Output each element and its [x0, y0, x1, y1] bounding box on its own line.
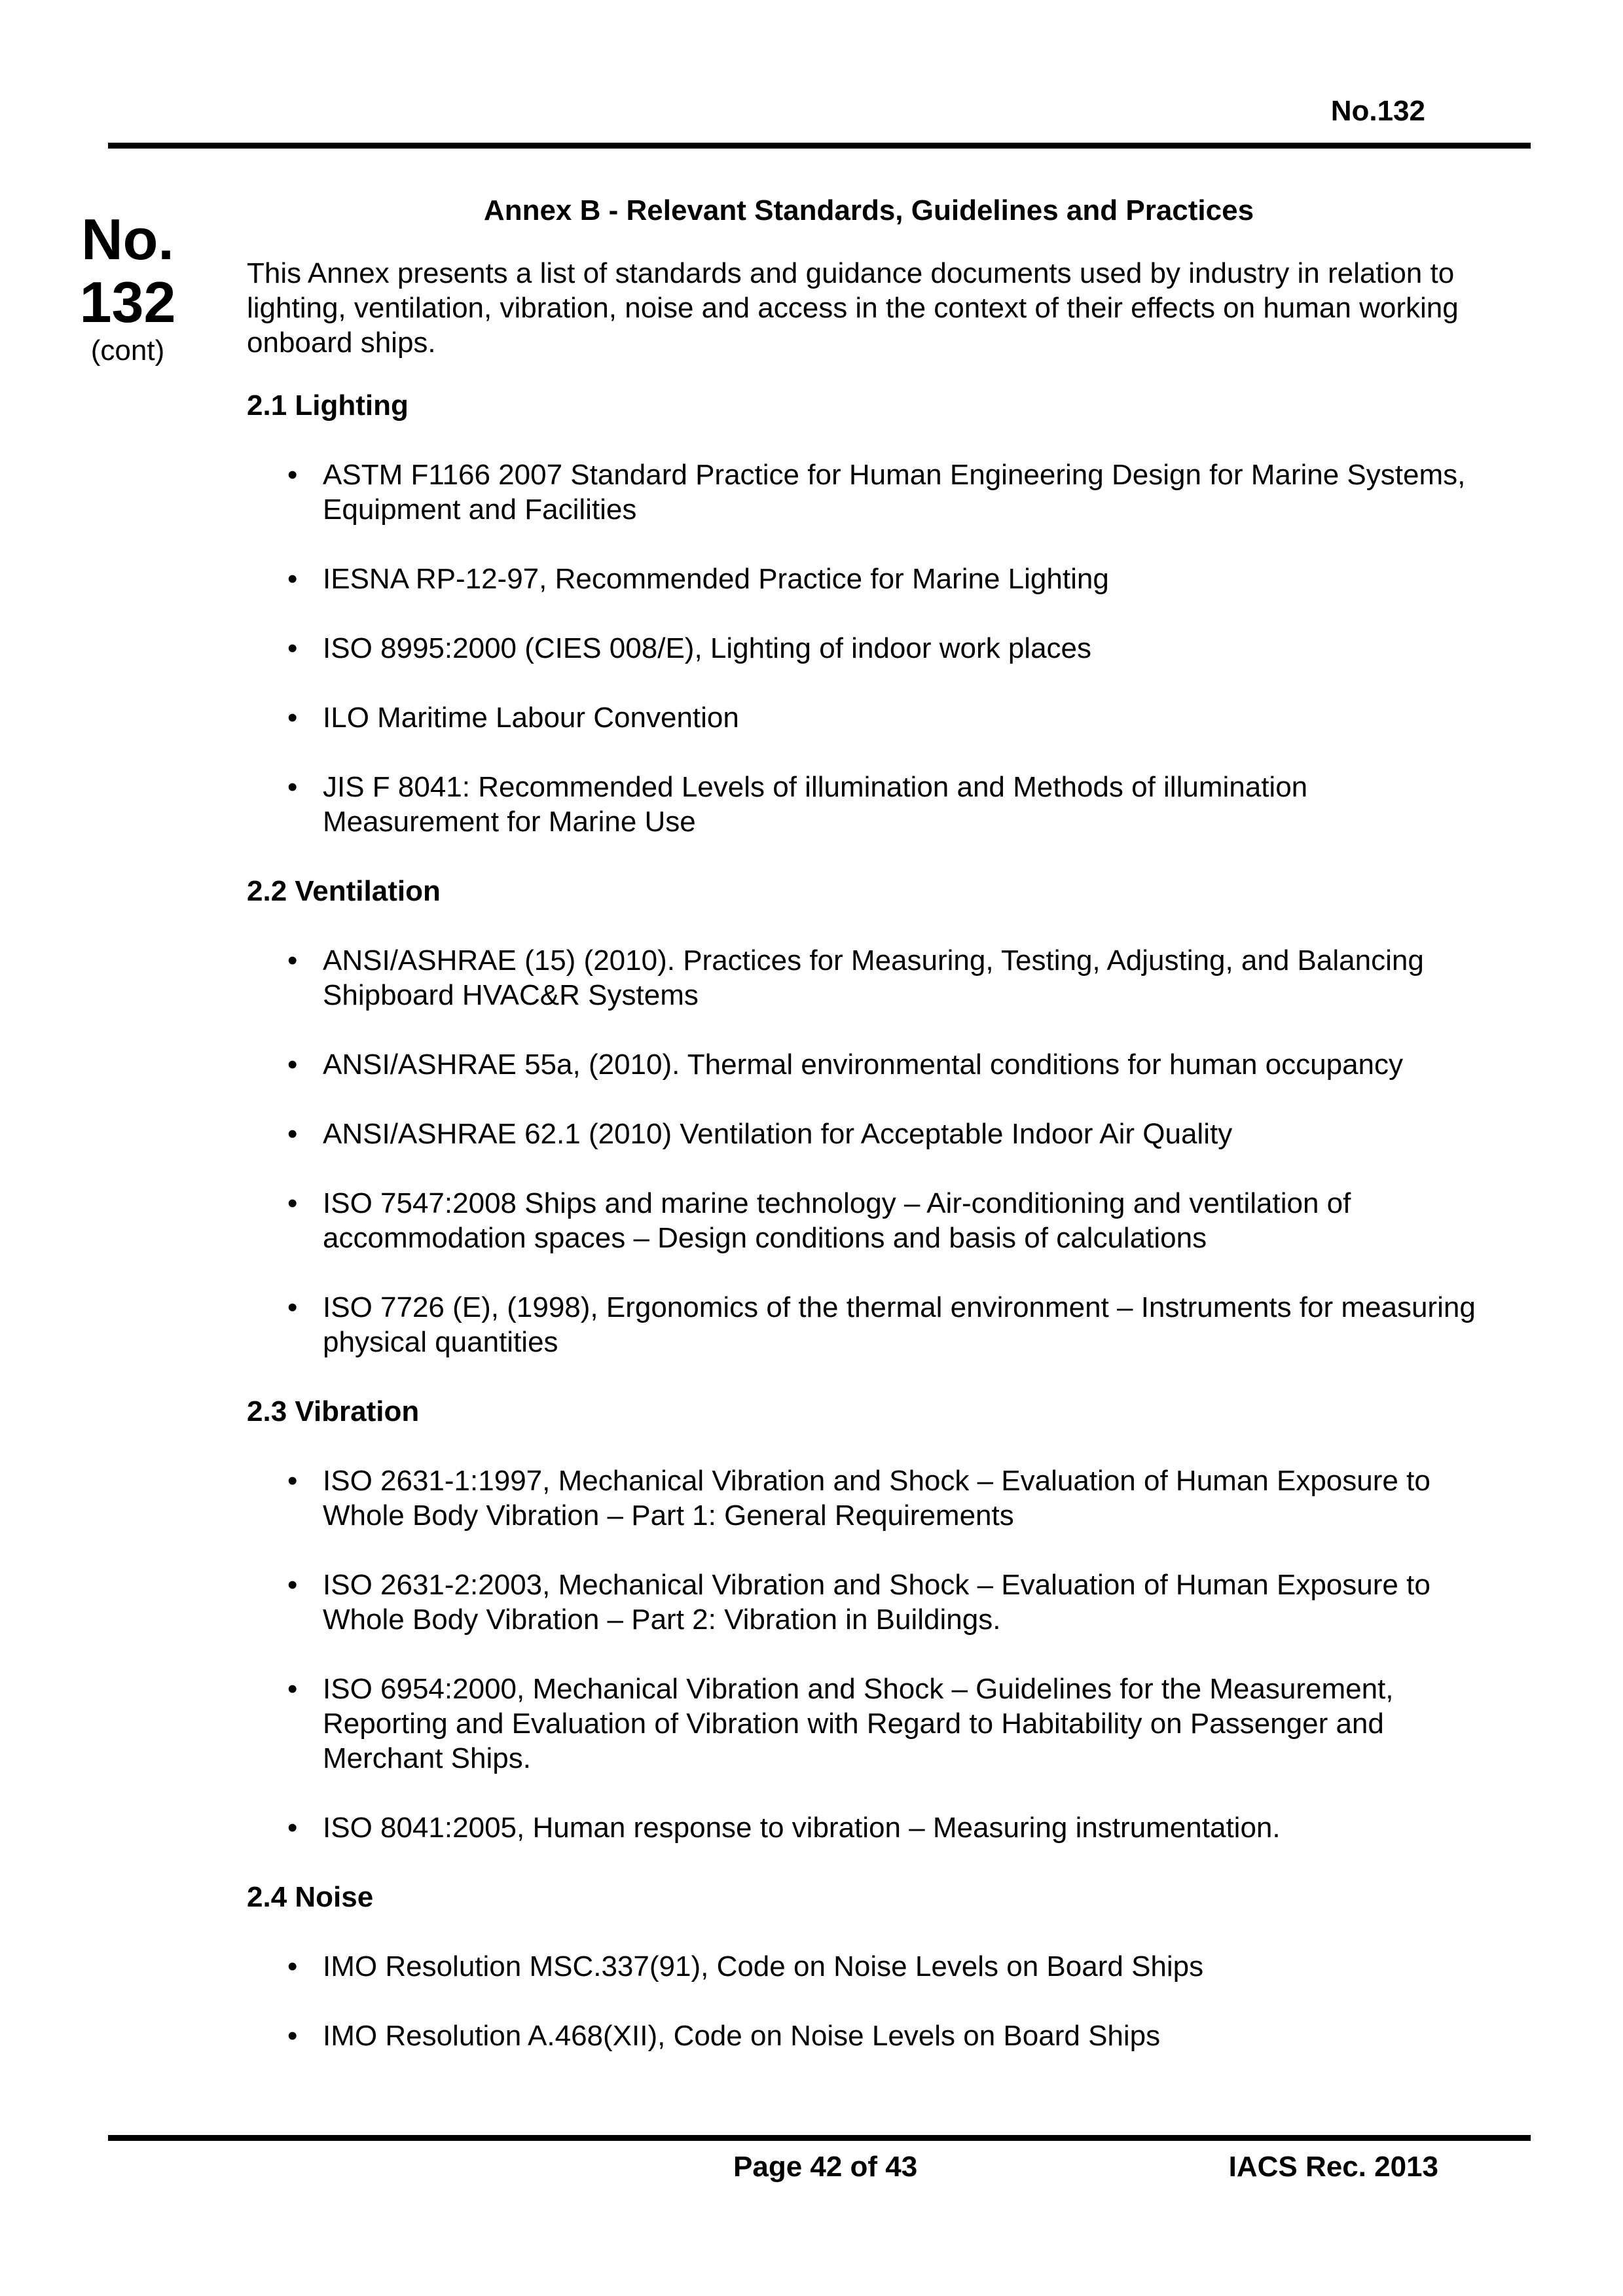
bullet-icon: •: [287, 459, 298, 491]
bullet-icon: •: [287, 771, 298, 803]
list-item-text: ANSI/ASHRAE 62.1 (2010) Ventilation for Acceptable Indoor Air Quality: [323, 1118, 1233, 1150]
bullet-icon: •: [287, 1049, 298, 1081]
list-item-text: JIS F 8041: Recommended Levels of illumination and Methods of illumination Measurement for Marine Use: [323, 771, 1308, 838]
list-item-text: ANSI/ASHRAE 55a, (2010). Thermal environmental conditions for human occupancy: [323, 1049, 1404, 1081]
section-heading: 2.4 Noise: [247, 1881, 374, 1913]
list-item: [247, 700, 1491, 735]
list-item-text: IMO Resolution MSC.337(91), Code on Noise Levels on Board Ships: [323, 1950, 1204, 1982]
standards-list: [247, 1463, 1491, 1845]
header-doc-number: No.132: [1330, 95, 1425, 127]
list-item: [247, 1810, 1491, 1845]
list-item-text: ISO 2631-1:1997, Mechanical Vibration and Shock – Evaluation of Human Exposure to Whole Body Vibration – Part 1: General Requirements: [323, 1465, 1431, 1532]
list-item-text: ILO Maritime Labour Convention: [323, 702, 739, 734]
list-item-text: IMO Resolution A.468(XII), Code on Noise Levels on Board Ships: [323, 2020, 1161, 2052]
list-item: [247, 2018, 1491, 2053]
list-item-text: ISO 8995:2000 (CIES 008/E), Lighting of indoor work places: [323, 632, 1092, 664]
footer-page-number: Page 42 of 43: [733, 2151, 918, 2183]
section-ventilation: [247, 874, 1491, 1359]
bullet-icon: •: [287, 2020, 298, 2052]
annex-title: Annex B - Relevant Standards, Guidelines and Practices: [483, 194, 1254, 226]
margin-label-number: 132: [79, 270, 176, 334]
bullet-icon: •: [287, 1673, 298, 1705]
list-item-text: ISO 7726 (E), (1998), Ergonomics of the thermal environment – Instruments for measuring physical quantities: [323, 1291, 1476, 1358]
list-item: [247, 943, 1491, 1013]
bullet-icon: •: [287, 1118, 298, 1150]
section-noise: [247, 1880, 1491, 2053]
section-heading: 2.2 Ventilation: [247, 875, 441, 907]
list-item-text: ANSI/ASHRAE (15) (2010). Practices for Measuring, Testing, Adjusting, and Balancing Shipboard HVAC&R Systems: [323, 944, 1424, 1011]
list-item: [247, 1047, 1491, 1082]
standards-list: [247, 1949, 1491, 2053]
list-item-text: ASTM F1166 2007 Standard Practice for Human Engineering Design for Marine Systems, Equipment and Facilities: [323, 459, 1466, 526]
section-heading: 2.3 Vibration: [247, 1395, 420, 1427]
list-item: [247, 1949, 1491, 1984]
bullet-icon: •: [287, 1950, 298, 1982]
standards-list: [247, 943, 1491, 1359]
bullet-icon: •: [287, 702, 298, 734]
footer-rule: [108, 2135, 1531, 2141]
list-item: [247, 1463, 1491, 1533]
list-item: [247, 631, 1491, 666]
header-rule: [108, 143, 1531, 149]
list-item-text: ISO 8041:2005, Human response to vibration – Measuring instrumentation.: [323, 1812, 1281, 1844]
standards-list: [247, 457, 1491, 839]
bullet-icon: •: [287, 563, 298, 595]
annex-intro: This Annex presents a list of standards and guidance documents used by industry in relation to lighting, ventilation, vibration, noise and access in the context of their effects on human working onboard ships.: [247, 257, 1459, 359]
list-item-text: ISO 6954:2000, Mechanical Vibration and Shock – Guidelines for the Measurement, Reporting and Evaluation of Vibration with Regard to Habitability on Passenger and Merchant Ships.: [323, 1673, 1394, 1774]
list-item-text: IESNA RP-12-97, Recommended Practice for Marine Lighting: [323, 563, 1109, 595]
list-item: [247, 1117, 1491, 1151]
margin-label: [72, 208, 183, 368]
list-item: [247, 1568, 1491, 1637]
footer-publisher: IACS Rec. 2013: [1228, 2151, 1438, 2183]
list-item-text: ISO 2631-2:2003, Mechanical Vibration and Shock – Evaluation of Human Exposure to Whole Body Vibration – Part 2: Vibration in Buildings.: [323, 1569, 1431, 1636]
bullet-icon: •: [287, 1187, 298, 1219]
list-item: [247, 457, 1491, 527]
list-item-text: ISO 7547:2008 Ships and marine technology – Air-conditioning and ventilation of accommodation spaces – Design conditions and basis of calculations: [323, 1187, 1351, 1254]
list-item: [247, 562, 1491, 596]
margin-label-no: No.: [81, 207, 174, 272]
bullet-icon: •: [287, 1291, 298, 1323]
list-item: [247, 1290, 1491, 1359]
margin-label-cont: (cont): [90, 334, 165, 367]
bullet-icon: •: [287, 1569, 298, 1601]
list-item: [247, 1186, 1491, 1255]
bullet-icon: •: [287, 1465, 298, 1497]
list-item: [247, 770, 1491, 839]
section-lighting: [247, 388, 1491, 839]
section-heading: 2.1 Lighting: [247, 389, 409, 422]
section-vibration: [247, 1394, 1491, 1845]
list-item: [247, 1672, 1491, 1776]
document-body: [247, 193, 1491, 2088]
bullet-icon: •: [287, 1812, 298, 1844]
bullet-icon: •: [287, 944, 298, 977]
bullet-icon: •: [287, 632, 298, 664]
